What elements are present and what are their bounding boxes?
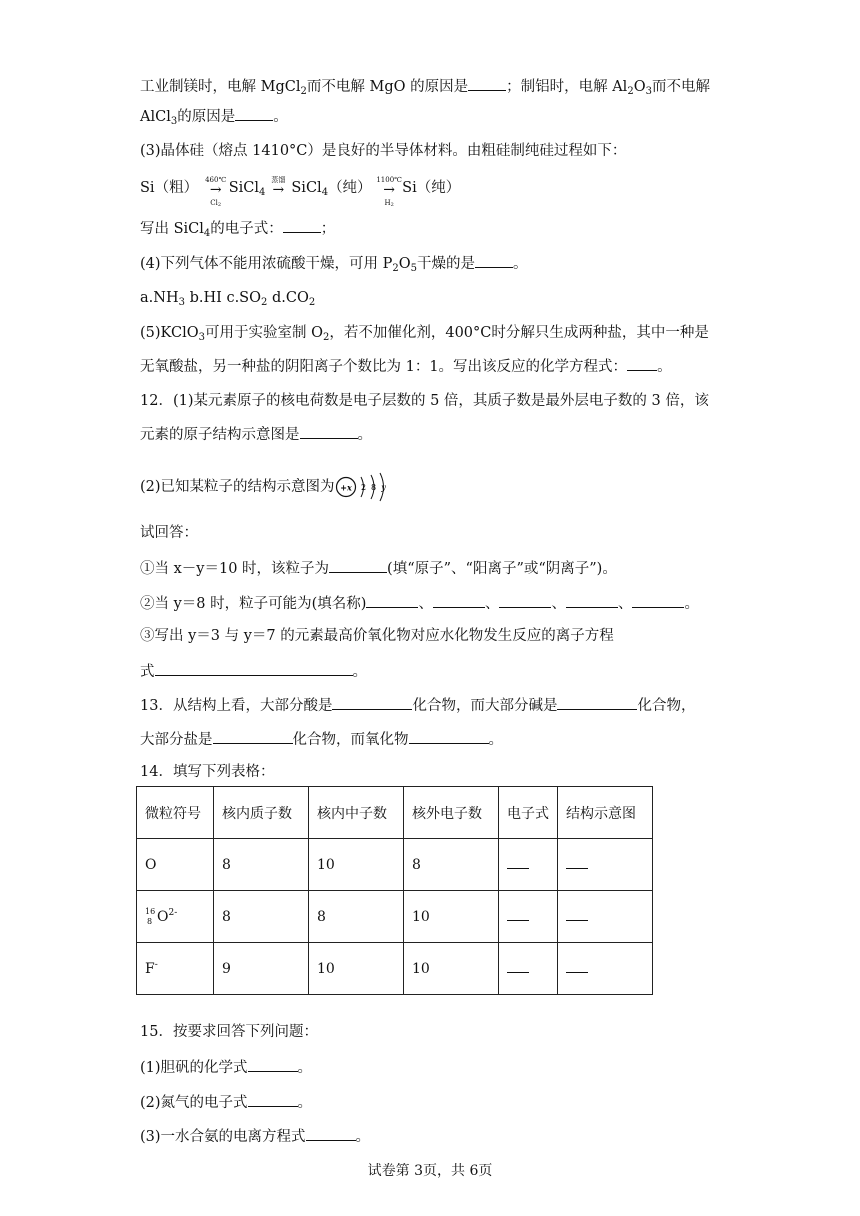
subscript: 3 bbox=[170, 116, 178, 127]
text: 13．从结构上看，大部分酸是 bbox=[140, 698, 333, 714]
subscript: 3 bbox=[198, 332, 205, 343]
text: 。 bbox=[273, 109, 288, 125]
text: O bbox=[398, 256, 411, 272]
text: 的原因是 bbox=[177, 109, 236, 125]
proton-count: 9 bbox=[214, 943, 309, 995]
particle-symbol: F- bbox=[137, 943, 214, 995]
q12-part1-cont-line bbox=[140, 424, 372, 445]
text: ②当 y＝8 时，粒子可能为(填名称) bbox=[140, 596, 367, 612]
answer-blank[interactable] bbox=[507, 908, 529, 921]
q15-sub1-line bbox=[140, 1057, 312, 1078]
text: 元素的原子结构示意图是 bbox=[140, 427, 300, 443]
neutron-count: 10 bbox=[309, 943, 404, 995]
text: (4)下列气体不能用浓硫酸干燥，可用 P bbox=[140, 256, 393, 272]
q11-part5-line bbox=[140, 323, 709, 343]
neutron-count: 8 bbox=[309, 891, 404, 943]
answer-blank[interactable] bbox=[433, 593, 485, 608]
text: 。 bbox=[513, 256, 528, 272]
reaction-arrow: 1100℃ → $H_2$ bbox=[376, 176, 402, 208]
q12-line: 12．(1)某元素原子的核电荷数是电子层数的 5 倍，其质子数是最外层电子数的 3 倍，该 bbox=[140, 393, 709, 409]
svg-text:8: 8 bbox=[370, 483, 376, 492]
answer-blank[interactable] bbox=[566, 960, 588, 973]
q11-part3-line: (3)晶体硅（熔点 1410°C）是良好的半导体材料。由粗硅制纯硅过程如下： bbox=[140, 143, 627, 159]
subscript: 5 bbox=[410, 263, 418, 274]
q11-part5-cont-line bbox=[140, 356, 672, 377]
q15-line: 15．按要求回答下列问题： bbox=[140, 1024, 318, 1040]
answer-blank[interactable] bbox=[213, 729, 293, 744]
q13-line bbox=[140, 695, 695, 716]
table-row bbox=[137, 891, 653, 943]
text: 。 bbox=[657, 359, 672, 375]
text: 而不电解 bbox=[651, 79, 710, 95]
subscript: 4 bbox=[321, 187, 329, 198]
text: 式 bbox=[140, 664, 155, 680]
q11-alcl3-line bbox=[140, 106, 288, 127]
text: 化合物， bbox=[637, 698, 696, 714]
q12-answer-prompt: 试回答： bbox=[140, 525, 198, 541]
subscript: 2 bbox=[322, 332, 330, 343]
particle-symbol: O bbox=[137, 839, 214, 891]
answer-blank[interactable] bbox=[332, 695, 412, 710]
electron-formula-cell[interactable] bbox=[499, 839, 558, 891]
answer-blank[interactable] bbox=[499, 593, 551, 608]
q12-sub3-line: ③写出 y＝3 与 y＝7 的元素最高价氧化物对应水化物发生反应的离子方程 bbox=[140, 628, 614, 644]
answer-blank[interactable] bbox=[566, 908, 588, 921]
structure-diagram-cell[interactable] bbox=[558, 943, 653, 995]
answer-blank[interactable] bbox=[627, 356, 657, 371]
answer-blank[interactable] bbox=[507, 960, 529, 973]
sicl4-electron-formula-line bbox=[140, 218, 335, 239]
answer-blank[interactable] bbox=[557, 695, 637, 710]
text: Si（纯） bbox=[402, 180, 461, 196]
answer-blank[interactable] bbox=[306, 1126, 356, 1141]
text: 化合物，而氧化物 bbox=[292, 732, 409, 748]
q13-cont-line bbox=[140, 729, 503, 750]
text: Si（粗） bbox=[140, 180, 199, 196]
particle-table bbox=[136, 786, 653, 995]
text: (3)一水合氨的电离方程式 bbox=[140, 1129, 306, 1145]
electron-formula-cell[interactable] bbox=[499, 943, 558, 995]
text: ； bbox=[320, 221, 336, 237]
structure-diagram-cell[interactable] bbox=[558, 839, 653, 891]
text: 的电子式： bbox=[210, 221, 283, 237]
answer-blank[interactable] bbox=[409, 729, 489, 744]
electron-count: 10 bbox=[404, 943, 499, 995]
subscript: 4 bbox=[203, 228, 211, 239]
structure-diagram-cell[interactable] bbox=[558, 891, 653, 943]
table-header: 电子式 bbox=[499, 787, 558, 839]
text: d.CO bbox=[267, 290, 309, 306]
page-footer: 试卷第 3页，共 6页 bbox=[367, 1163, 493, 1179]
table-header: 微粒符号 bbox=[137, 787, 214, 839]
table-header: 核外电子数 bbox=[404, 787, 499, 839]
answer-blank[interactable] bbox=[248, 1092, 298, 1107]
table-header: 核内质子数 bbox=[214, 787, 309, 839]
text: 而不电解 MgO 的原因是 bbox=[306, 79, 469, 95]
text: SiCl bbox=[291, 180, 322, 196]
text: 写出 SiCl bbox=[140, 221, 204, 237]
text: 。 bbox=[355, 1129, 371, 1145]
text: AlCl bbox=[140, 109, 171, 125]
answer-blank[interactable] bbox=[366, 593, 418, 608]
text: 。 bbox=[297, 1060, 313, 1076]
text: 化合物，而大部分碱是 bbox=[412, 698, 558, 714]
answer-blank[interactable] bbox=[475, 253, 513, 268]
text: ；制铝时，电解 Al bbox=[506, 79, 628, 95]
table-header: 核内中子数 bbox=[309, 787, 404, 839]
electron-count: 10 bbox=[404, 891, 499, 943]
q11-options-line bbox=[140, 288, 315, 308]
neutron-count: 10 bbox=[309, 839, 404, 891]
text: SiCl bbox=[228, 180, 259, 196]
text: ，若不加催化剂，400°C时分解只生成两种盐，其中一种是 bbox=[329, 325, 709, 341]
svg-text:2: 2 bbox=[360, 483, 366, 492]
text: (填“原子”、“阳离子”或“阴离子”)。 bbox=[387, 561, 617, 577]
text: a.NH bbox=[140, 290, 179, 306]
table-row bbox=[137, 839, 653, 891]
answer-blank[interactable] bbox=[507, 856, 529, 869]
answer-blank[interactable] bbox=[300, 424, 358, 439]
subscript: 2 bbox=[300, 86, 307, 97]
text: (5)KClO bbox=[140, 325, 199, 341]
q12-part2-line bbox=[140, 472, 395, 502]
text: b.HI c.SO bbox=[184, 290, 262, 306]
subscript: 2 bbox=[261, 297, 268, 308]
text: (2)氮气的电子式 bbox=[140, 1095, 248, 1111]
subscript: 3 bbox=[178, 297, 185, 308]
text: 。 bbox=[297, 1095, 313, 1111]
proton-count: 8 bbox=[214, 839, 309, 891]
text: 干燥的是 bbox=[417, 256, 476, 272]
text: 。 bbox=[357, 427, 372, 443]
text: 工业制镁时，电解 MgCl bbox=[140, 79, 301, 95]
answer-blank[interactable] bbox=[566, 593, 618, 608]
si-purification-scheme bbox=[140, 176, 461, 208]
answer-blank[interactable] bbox=[155, 661, 353, 676]
text: (2)已知某粒子的结构示意图为 bbox=[140, 479, 335, 495]
text: 可用于实验室制 O bbox=[204, 325, 323, 341]
text: (1)胆矾的化学式 bbox=[140, 1060, 248, 1076]
answer-blank[interactable] bbox=[283, 218, 321, 233]
proton-count: 8 bbox=[214, 891, 309, 943]
q11-part4-line bbox=[140, 253, 528, 274]
reaction-arrow: 蒸馏 → bbox=[271, 176, 286, 198]
text: （纯） bbox=[328, 180, 372, 196]
atom-structure-diagram bbox=[335, 472, 395, 502]
q12-sub1-line bbox=[140, 558, 617, 579]
answer-blank[interactable] bbox=[566, 856, 588, 869]
answer-blank[interactable] bbox=[468, 76, 506, 91]
electron-formula-cell[interactable] bbox=[499, 891, 558, 943]
answer-blank[interactable] bbox=[632, 593, 684, 608]
reaction-arrow: 460℃ → $Cl_2$ bbox=[205, 176, 227, 208]
svg-text:+x: +x bbox=[339, 482, 352, 493]
text: ①当 x－y＝10 时，该粒子为 bbox=[140, 561, 330, 577]
q12-sub3-cont-line bbox=[140, 661, 367, 682]
subscript: 2 bbox=[308, 297, 316, 308]
subscript: 3 bbox=[645, 86, 652, 97]
answer-blank[interactable] bbox=[329, 558, 387, 573]
electron-count: 8 bbox=[404, 839, 499, 891]
q15-sub3-line bbox=[140, 1126, 370, 1147]
text: 。 bbox=[352, 664, 367, 680]
subscript: 2 bbox=[627, 86, 634, 97]
svg-text:y: y bbox=[380, 483, 386, 492]
text: 无氧酸盐，另一种盐的阴阳离子个数比为 1：1。写出该反应的化学方程式： bbox=[140, 359, 628, 375]
table-row bbox=[137, 943, 653, 995]
table-header: 结构示意图 bbox=[558, 787, 653, 839]
nuclide-notation: 16 8 bbox=[145, 906, 156, 926]
subscript: 4 bbox=[259, 187, 266, 198]
answer-blank[interactable] bbox=[235, 106, 273, 121]
particle-symbol: 16 8 $O^{2-}$ bbox=[137, 891, 214, 943]
text: 大部分盐是 bbox=[140, 732, 213, 748]
table-header-row bbox=[137, 787, 653, 839]
text: 。 bbox=[488, 732, 503, 748]
q14-line: 14．填写下列表格： bbox=[140, 764, 275, 780]
answer-blank[interactable] bbox=[248, 1057, 298, 1072]
q12-sub2-line: ②当 y＝8 时，粒子可能为(填名称) 、 、 、 、 。 bbox=[140, 593, 699, 614]
q11-mg-al-line bbox=[140, 76, 710, 97]
text: O bbox=[633, 79, 646, 95]
q15-sub2-line bbox=[140, 1092, 312, 1113]
subscript: 2 bbox=[392, 263, 399, 274]
